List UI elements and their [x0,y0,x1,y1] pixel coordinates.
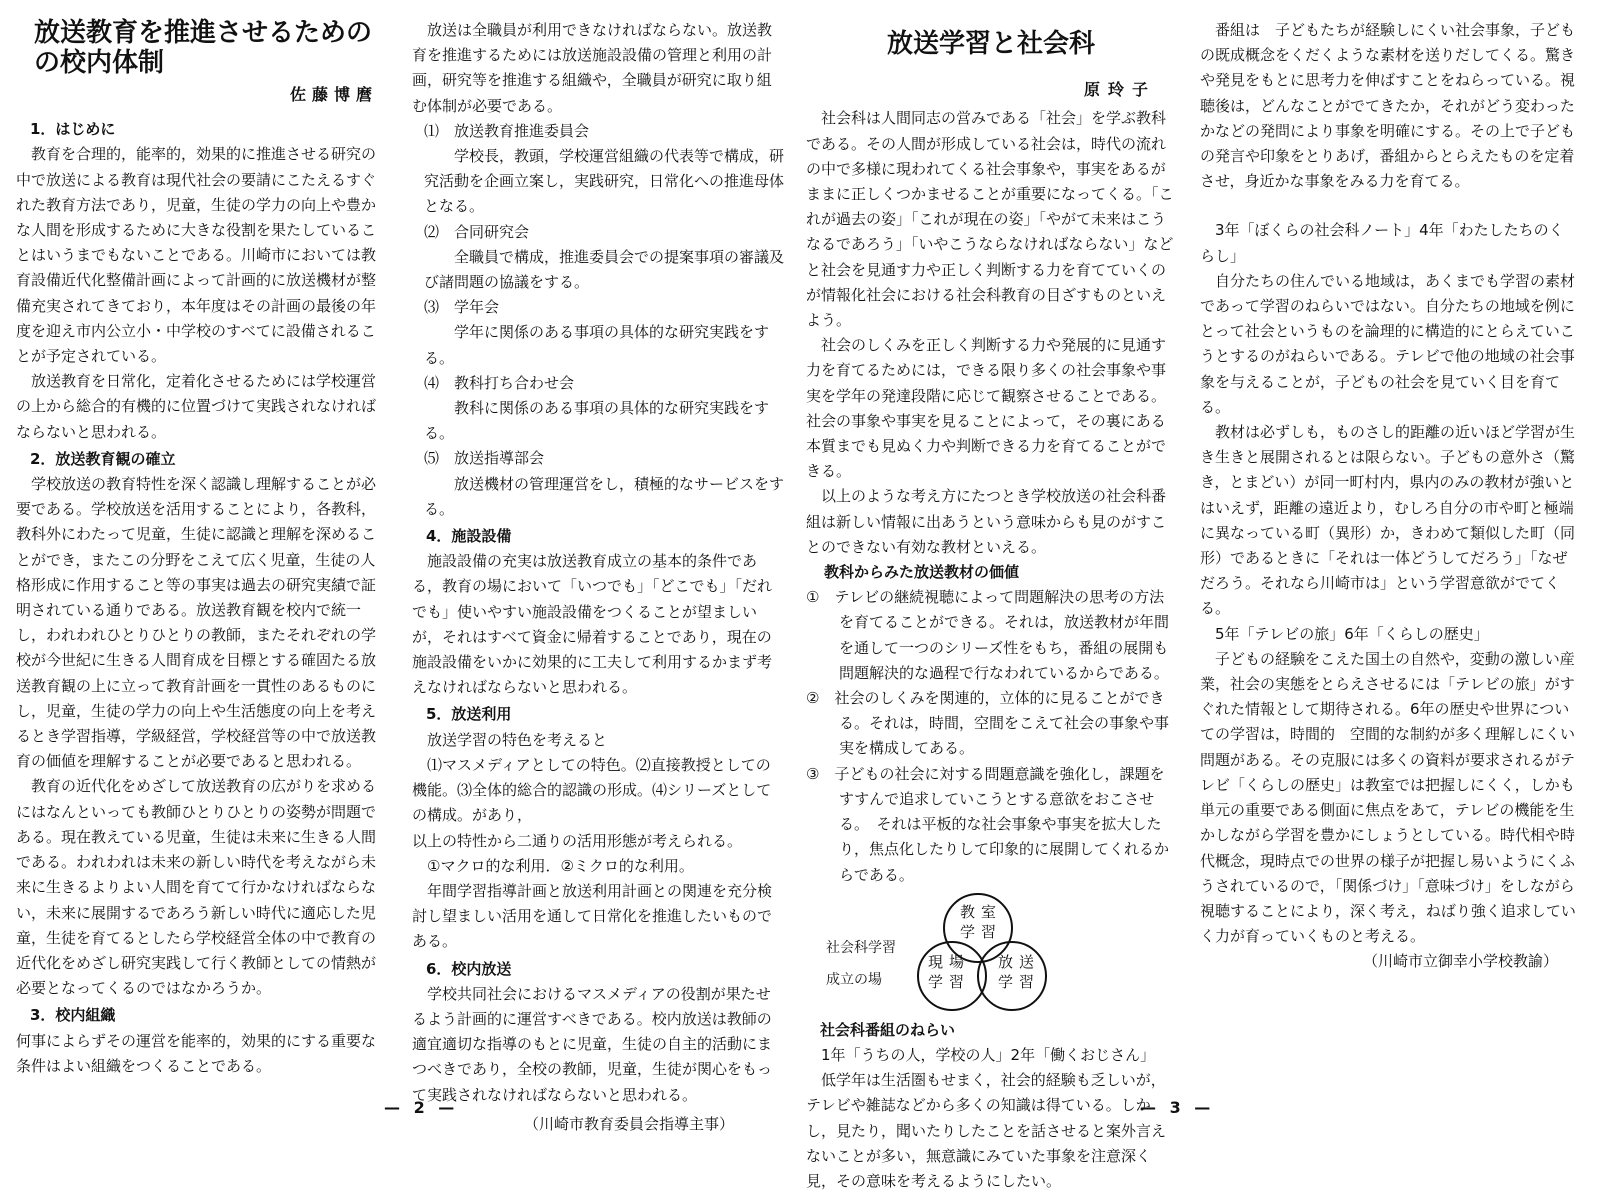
page-number-left: — 2 — [384,1098,459,1117]
value-item: ③ 子どもの社会に対する問題意識を強化し，課題をすすんで追求していこうとする意欲をおこさせる。 それは平板的な社会事象や事実を拡大したり，焦点化したりして印象的に展開してくれるからである。 [806,764,1170,884]
paragraph: 以上の特性から二通りの活用形態が考えられる。 [412,831,743,850]
paragraph: 低学年は生活圏もせまく，社会的経験も乏しいが，テレビや雑誌などから多くの知識は得ている。しかし，見たり，聞いたりしたことを話させると案外言えないことが多い，無意識にみていた事象を注意深く見，その意味を考えるようにしたい。 [806,1071,1167,1190]
diagram-label-1: 社会科学習 [826,939,896,956]
right-article-column-2 [1200,18,1578,975]
section-heading: 5．放送利用 [426,705,512,724]
paragraph: 何事によらずその運営を能率的，効果的にする重要な条件はよい組織をつくることである。 [16,1031,377,1075]
paragraph: ⑴マスメディアとしての特色。⑵直接教授としての機能。⑶全体的総合的認識の形成。⑷シリーズとしての構成。があり， [412,755,772,825]
org-item-body: 学校長，教頭，学校運営組織の代表等で構成，研究活動を企画立案し，実践研究，日常化への推進母体となる。 [424,147,785,216]
org-item-label: ⑸ 放送指導部会 [424,449,545,468]
paragraph: ①マクロ的な利用．②ミクロ的な利用。 [427,856,694,875]
right-article-signature: （川崎市立御幸小学校教諭） [1362,952,1558,971]
section-heading: 1．はじめに [30,120,116,139]
paragraph: 教育の近代化をめざして放送教育の広がりを求めるにはなんといっても教師ひとりひとりの姿勢が問題である。現在教えている児童，生徒は未来に生きる人間である。われわれは未来の新しい時代を考えながら未来に生きるよりよい人間を育てて行かなければならない，未来に展開するであろう新しい時代に適応した児童，生徒を育てるとしたら学校経営全体の中で教育の近代化をめざし研究実践して行く教師としての情熱が必要となってくるのではなかろうか。 [16,777,377,998]
left-article-title: 放送教育を推進させるための の校内体制 [34,18,373,78]
paragraph: 学校共同社会におけるマスメディアの役割が果たせるよう計画的に運営すべきである。校内放送は教師の適宜適切な指導のもとに児童，生徒の自主的活動にまつべきであり，全校の教師，児童，生徒が関心をもって実践されなければならないと思われる。 [412,984,773,1104]
right-article-author: 原玲子 [1083,80,1156,100]
org-item-body: 教科に関係のある事項の具体的な研究実践をする。 [424,399,770,443]
org-item-label: ⑶ 学年会 [424,298,500,317]
venn-diagram [806,890,1176,1016]
paragraph: 放送は全職員が利用できなければならない。放送教育を推進するためには放送施設設備の管理と利用の計画，研究等を推進する組織や，全職員が研究に取り組む体制が必要である。 [412,21,773,115]
diagram-label-2: 成立の場 [826,971,882,988]
circle-text-broadcast: 放送学習 [997,952,1040,991]
circle-text-field: 現場学習 [927,952,970,991]
right-article-title: 放送学習と社会科 [886,29,1095,59]
right-article-column-1 [806,18,1176,1194]
value-item: ② 社会のしくみを関連的，立体的に見ることができる。それは，時間，空間をこえて社会の事象や事実を構成してある。 [806,689,1170,758]
section-heading: 2．放送教育観の確立 [30,449,176,468]
left-article-column-1 [16,18,388,1079]
circle-text-classroom: 教室学習 [959,902,1002,941]
org-item-label: ⑷ 教科打ち合わせ会 [424,373,575,392]
paragraph: 以上のような考え方にたつとき学校放送の社会科番組は新しい情報に出あうという意味からも見のがすことのできない有効な教材といえる。 [806,487,1167,556]
section-heading: 6．校内放送 [426,959,512,978]
value-item: ① テレビの継続視聴によって問題解決の思考の方法を育てることができる。それは，放送教材が年間を通して一つのシリーズ性をもち，番組の展開も問題解決的な過程で行なわれているからである。 [806,588,1170,682]
grade-title: 1年「うちの人，学校の人」2年「働くおじさん」 [821,1045,1156,1064]
org-item-label: ⑴ 放送教育推進委員会 [424,121,590,140]
paragraph: 年間学習指導計画と放送利用計画との関連を充分検討し望ましい活用を通して日常化を推進したいものである。 [412,881,773,951]
paragraph: 自分たちの住んでいる地域は，あくまでも学習の素材であって学習のねらいではない。自分たちの地域を例にとって社会というものを論理的に構造的にとらえていこうとするのがねらいである。テレビで他の地域の社会事象を与えることが，子どもの社会を見ていく目を育てる。 [1200,271,1576,416]
page-number-right: — 3 — [1140,1098,1215,1117]
left-article-column-2 [412,18,784,1137]
org-item-body: 学年に関係のある事項の具体的な研究実践をする。 [424,323,770,367]
org-item-body: 放送機材の管理運営をし，積極的なサービスをする。 [424,474,785,518]
left-article-author: 佐藤博麿 [289,85,378,104]
paragraph: 社会のしくみを正しく判断する力や発展的に見通す力を育てるためには，できる限り多くの社会事象や事実を学年の発達段階に応じて観察させることである。社会の事象や事実を見ることによって，その裏にある本質までも見ぬく力や判断できる力を育てることができる。 [806,336,1167,481]
paragraph: 子どもの経験をこえた国土の自然や，変動の激しい産業，社会の実態をとらえさせるには「テレビの旅」がすぐれた情報として期待される。6年の歴史や世界についての学習は，時間的 空間的な制約が多く理解しにくい問題がある。その克服には多くの資料が要求されるがテレビ「くらしの歴史」は教室では把握しにくく，しかも単元の重要である側面に焦点をあて，テレビの機能を生かしながら学習を豊かにしょうとしている。時代相や時代概念，現時点での世界の様子が把握し易いようにくふうされているので，「関係づけ」「意味づけ」をしながら視聴することにより，深く考え，ねばり強く追求していく力が育っていくものと考える。 [1200,649,1576,946]
paragraph: 番組は 子どもたちが経験しにくい社会事象，子どもの既成概念をくだくような素材を送りだしてくる。驚きや発見をもとに思考力を伸ばすことをねらっている。視聴後は，どんなことがでてきたか，それがどう変わったかなどの発問により事象を明確にする。その上で子どもの発言や印象をとりあげ，番組からとらえたものを定着させ，身近かな事象をみる力を育てる。 [1200,21,1576,191]
paragraph: 施設設備の充実は放送教育成立の基本的条件である，教育の場において「いつでも」「どこでも」「だれでも」使いやすい施設設備をつくることが望ましいが，それはすべて資金に帰着することであり，現在の施設設備をいかに効果的に工夫して利用するかまず考えなければならないと思われる。 [412,552,773,697]
aim-heading: 社会科番組のねらい [820,1020,956,1039]
paragraph: 教材は必ずしも，ものさし的距離の近いほど学習が生き生きと展開されるとは限らない。子どもの意外さ（驚き，とまどい）が同一町村内，県内のみの教材が強いとはいえず，距離の遠近より，むしろ自分の市や町と極端に異なっている町（異形）か，きわめて類似した町（同形）であるときに「それは一体どうしてだろう」「なぜだろう。それなら川崎市は」という学習意欲がでてくる。 [1200,423,1576,618]
org-list [412,119,784,522]
paragraph: 学校放送の教育特性を深く認識し理解することが必要である。学校放送を活用することにより，各教科，教科外にわたって児童，生徒に認識と理解を深めることができ，またこの分野をこえて広く児童，生徒の人格形成に作用すること等の事実は過去の研究実績で証明されている通りである。放送教育観を校内で統一し，われわれひとりひとりの教師，またそれぞれの学校が今世紀に生きる人間育成を目標とする確固たる放送教育観の上に立って教育計画を一貫性のあるものにし，児童，生徒の学力の向上や生活態度の向上を考えるとき学習指導，学級経営，学校経営等の中で放送教育の価値を理解することが必要であると思われる。 [16,475,377,771]
paragraph: 放送学習の特色を考えると [427,730,608,749]
left-article-signature: （川崎市教育委員会指導主事） [523,1114,734,1133]
paragraph: 社会科は人間同志の営みである「社会」を学ぶ教科である。その人間が形成している社会は，時代の流れの中で多様に現われてくる社会事象や，事実をあるがままに正しくつかませることが重要になってくる。「これが過去の姿」「これが現在の姿」「やがて未来はこうなるであろう」「いやこうならなければならない」などと社会を見通す力や正しく判断する力を育てていくのが情報化社会における社会科教育の目ざすものといえよう。 [806,109,1174,330]
section-heading: 3．校内組織 [30,1006,116,1025]
paragraph: 放送教育を日常化，定着化させるためには学校運営の上から総合的有機的に位置づけて実践されなければならないと思われる。 [16,372,377,441]
paragraph: 教育を合理的，能率的，効果的に推進させる研究の中で放送による教育は現代社会の要請にこたえるすぐれた教育方法であり，児童，生徒の学力の向上や豊かな人間を形成するために大きな役割を果たしていることはいうまでもないことである。川崎市においては教育設備近代化整備計画によって計画的に放送機材が整備充実されてきており，本年度はその計画の最後の年度を迎え市内公立小・中学校のすべてに設備されることが予定されている。 [16,145,377,366]
value-heading: 教科からみた放送教材の価値 [824,563,1020,582]
org-item-label: ⑵ 合同研究会 [424,222,530,241]
grade-title: 3年「ぼくらの社会科ノート」4年「わたしたちのくらし」 [1200,221,1564,265]
section-heading: 4．施設設備 [426,527,512,546]
org-item-body: 全職員で構成，推進委員会での提案事項の審議及び諸問題の協議をする。 [424,247,785,292]
grade-title: 5年「テレビの旅」6年「くらしの歴史」 [1215,624,1489,643]
